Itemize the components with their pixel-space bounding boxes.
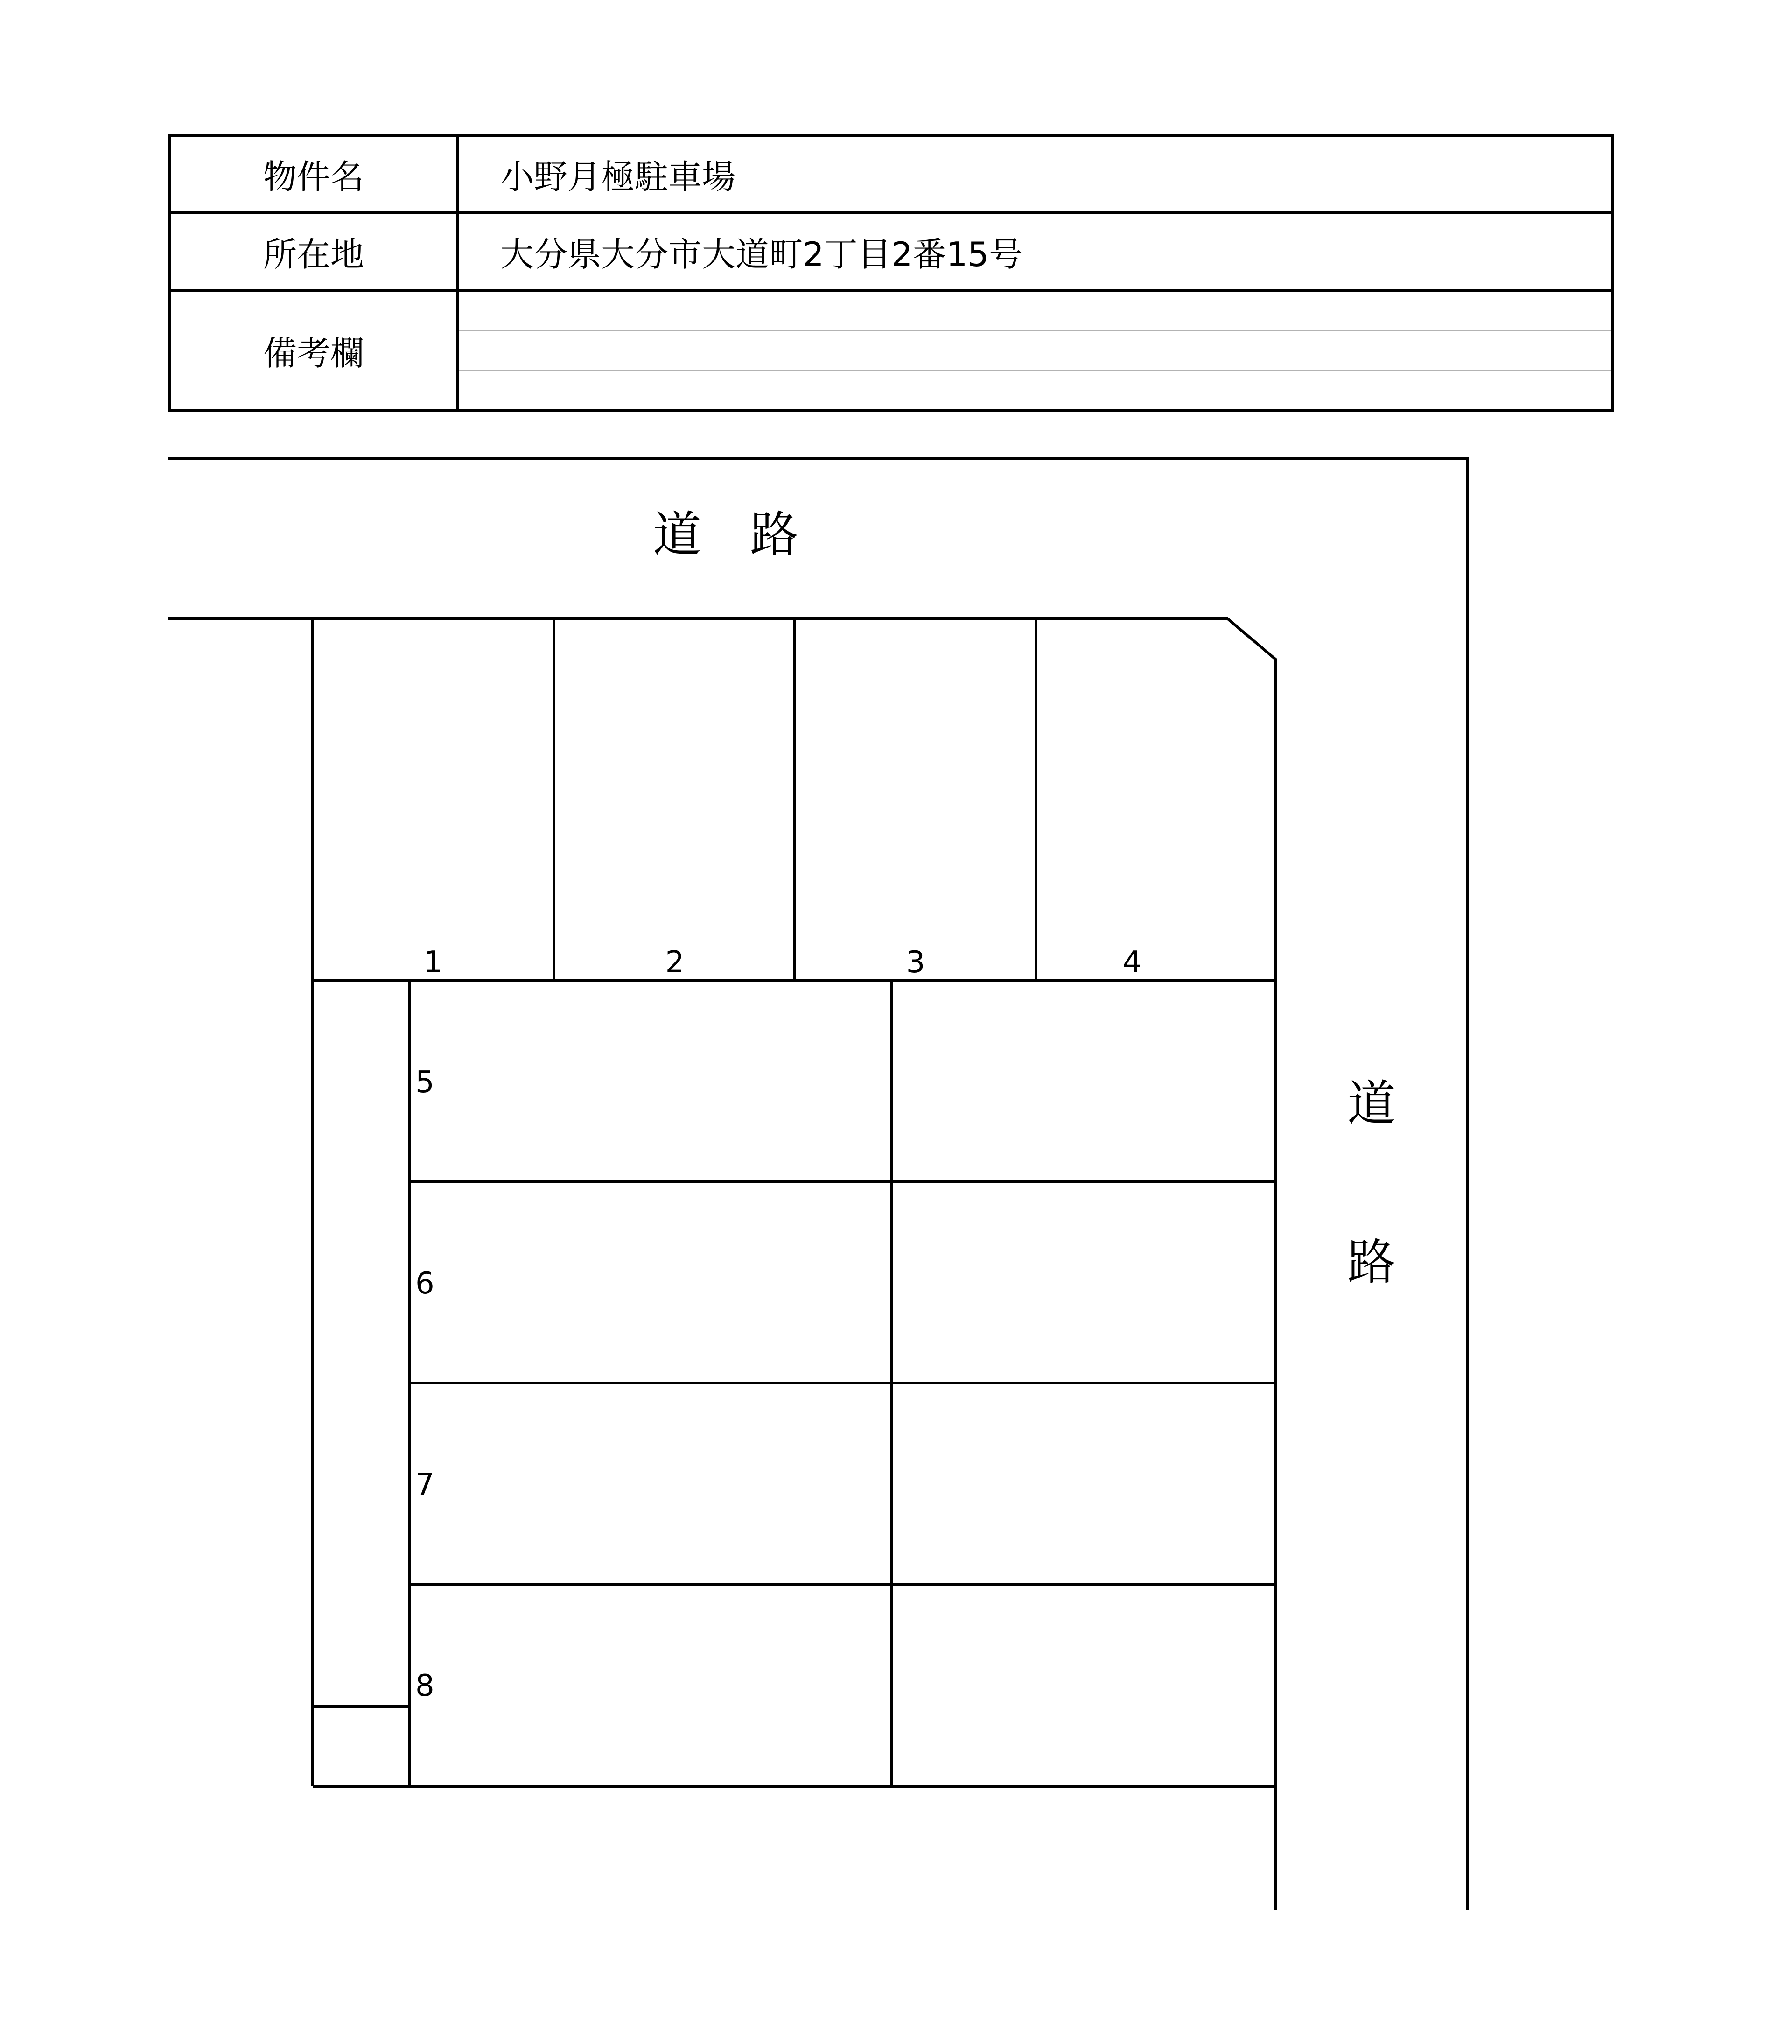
road-top-label: 道 路 <box>652 506 799 563</box>
road-outer-boundary <box>168 458 1467 1910</box>
space-number-2: 2 <box>665 945 685 980</box>
space-number-6: 6 <box>415 1266 434 1301</box>
space-number-5: 5 <box>415 1065 434 1100</box>
space-number-4: 4 <box>1122 945 1142 980</box>
space-number-labels <box>415 945 1141 1703</box>
space-number-7: 7 <box>415 1468 434 1502</box>
plan-lines <box>168 458 1467 1910</box>
lot-boundary <box>168 618 1276 1910</box>
address-label: 所在地 <box>169 213 458 290</box>
property-name-label: 物件名 <box>169 135 458 213</box>
remarks-label: 備考欄 <box>169 290 458 411</box>
address-value: 大分県大分市大道町2丁目2番15号 <box>458 213 1613 290</box>
road-right-label-char-1: 道 <box>1347 1075 1396 1132</box>
property-name-value: 小野月極駐車場 <box>458 135 1613 213</box>
space-number-8: 8 <box>415 1669 434 1703</box>
space-number-1: 1 <box>423 945 443 980</box>
road-right-label-char-2: 路 <box>1347 1234 1396 1291</box>
space-number-3: 3 <box>906 945 925 980</box>
